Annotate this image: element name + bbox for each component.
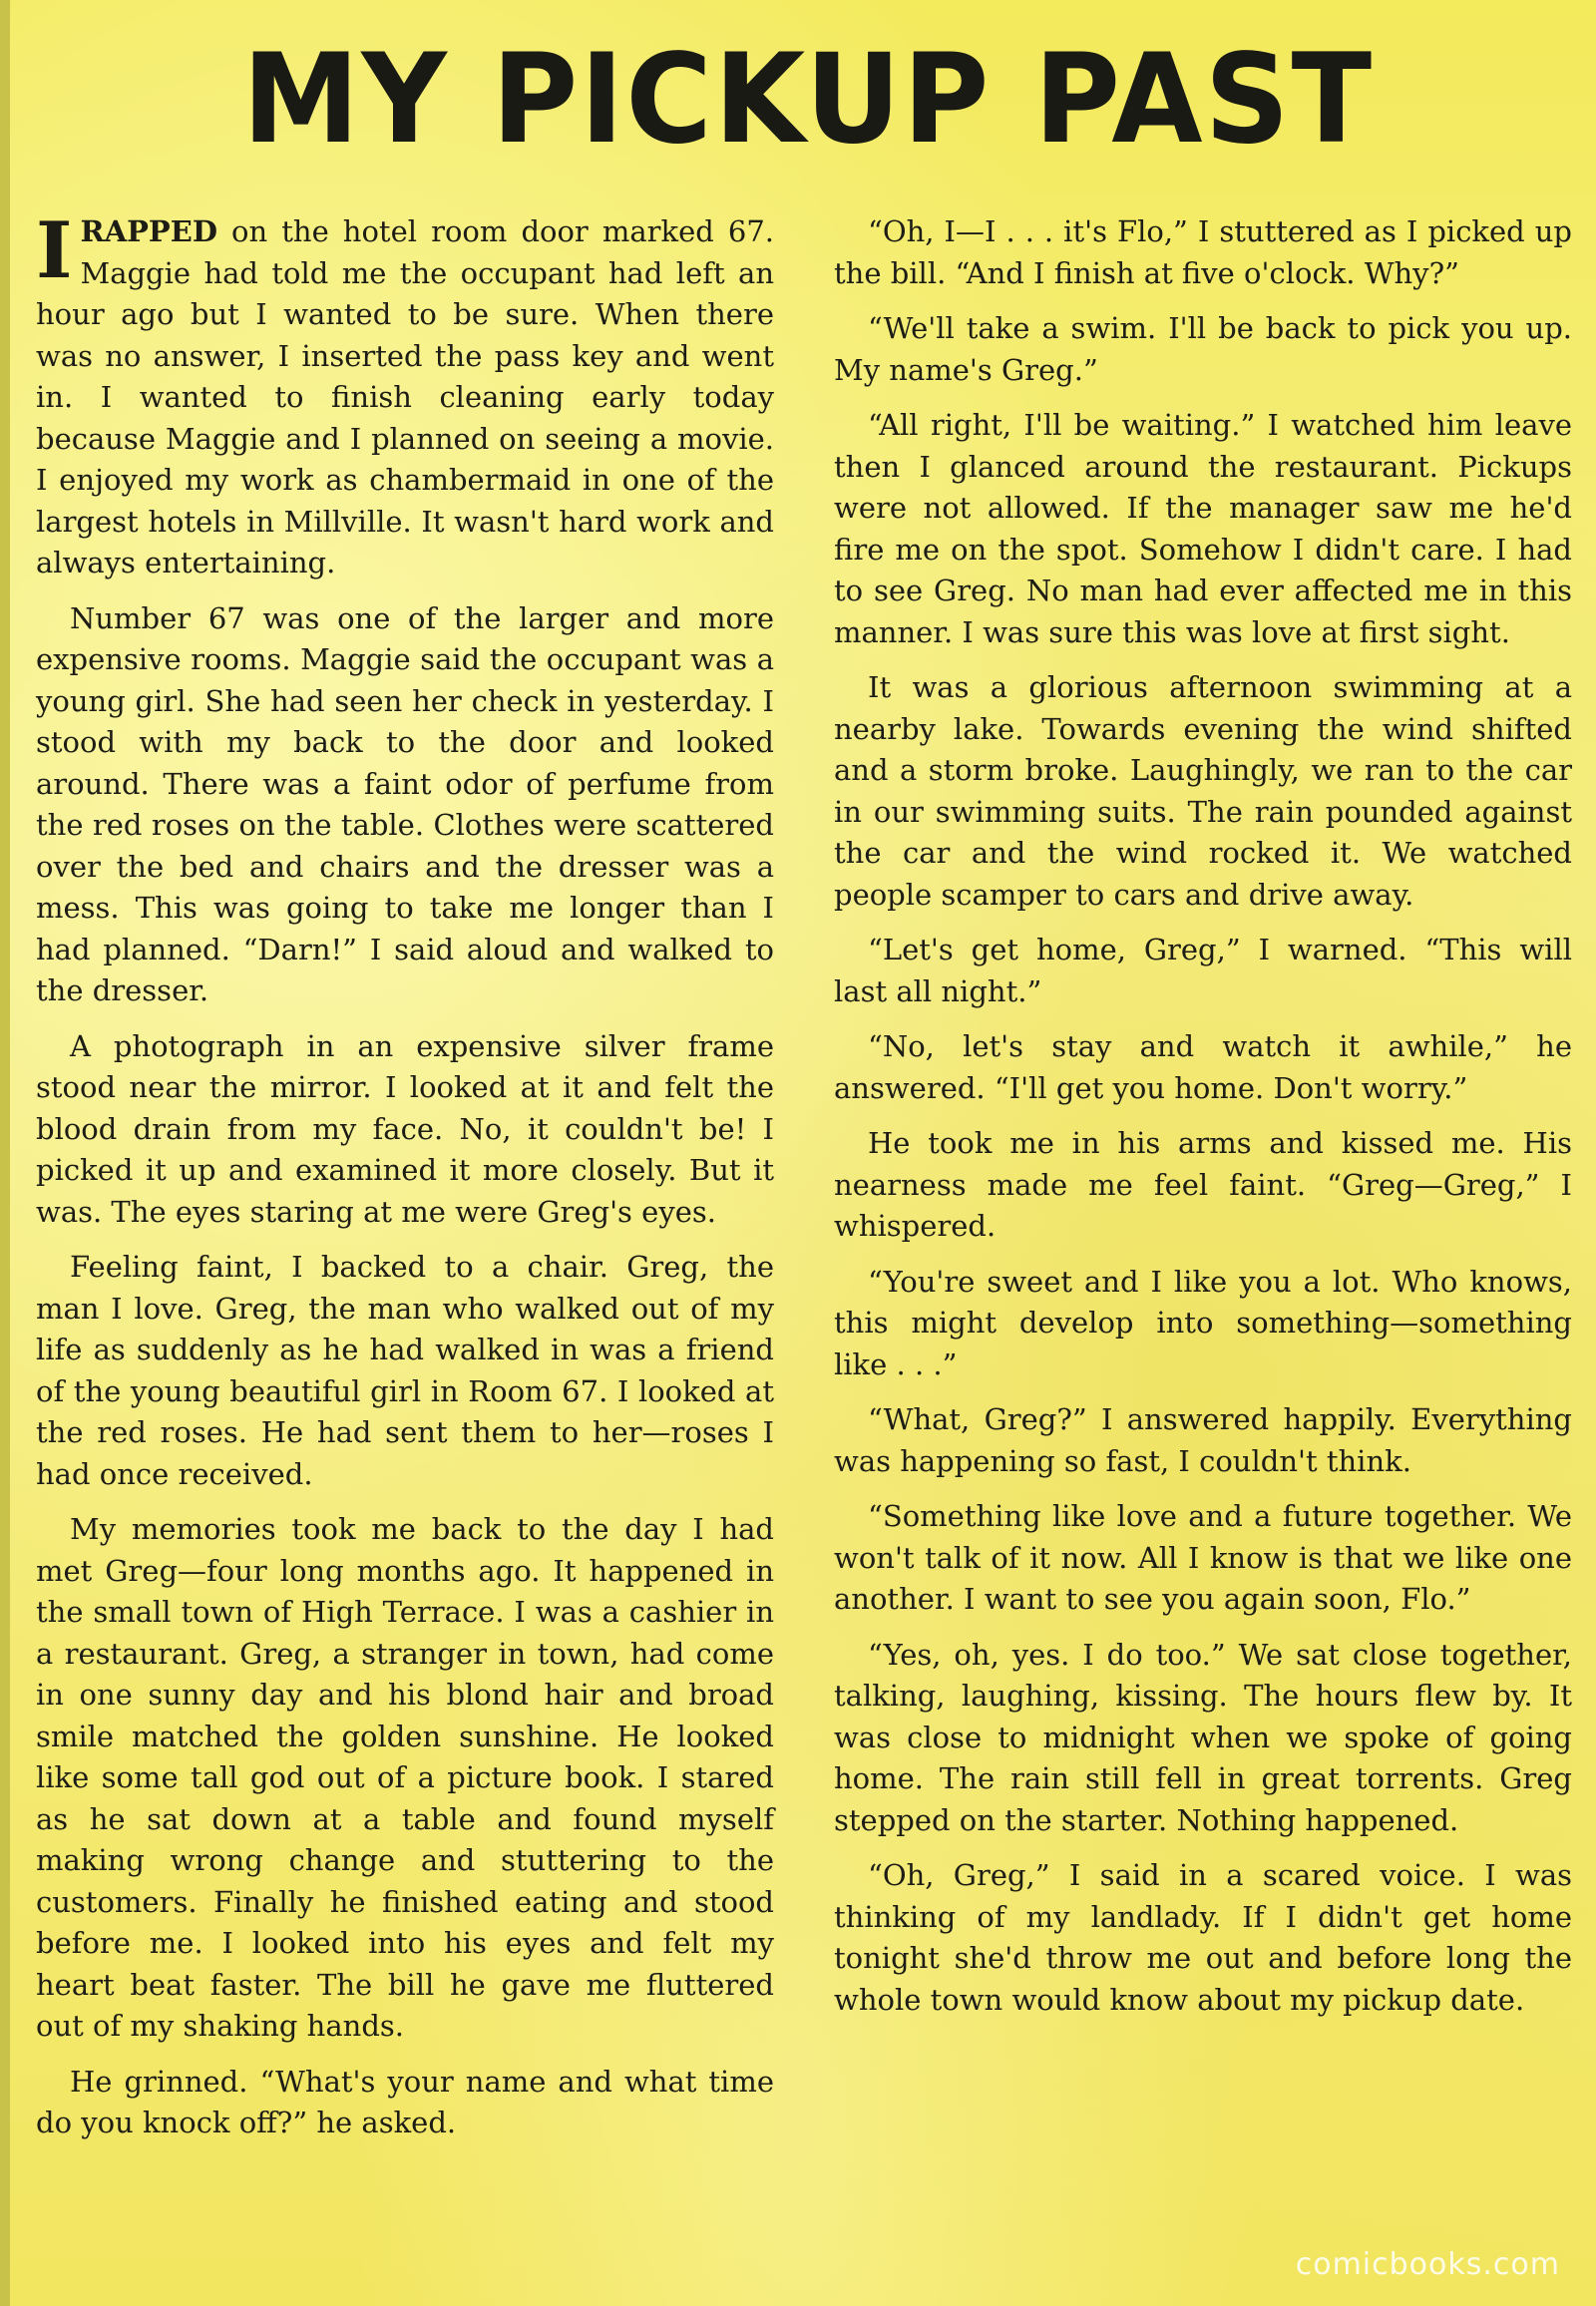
story-title: MY PICKUP PAST	[241, 26, 1375, 172]
paragraph: “Oh, I—I . . . it's Flo,” I stuttered as I picked up the bill. “And I finish at five o'clock. Why?”	[834, 214, 1572, 290]
paragraph: “We'll take a swim. I'll be back to pick you up. My name's Greg.”	[834, 311, 1572, 387]
paragraph: “What, Greg?” I answered happily. Everything was happening so fast, I couldn't think.	[834, 1402, 1572, 1478]
paragraph: Number 67 was one of the larger and more expensive rooms. Maggie said the occupant was a young girl. She had seen her check in yesterday. I stood with my back to the door and looked around. There was a faint odor of perfume from the red roses on the table. Clothes were scattered over the bed and chairs and the dresser was a mess. This was going to take me longer than I had planned. “Darn!” I said aloud and walked to the dresser.	[36, 600, 774, 1007]
drop-cap: I	[36, 205, 73, 296]
paragraph: “Let's get home, Greg,” I warned. “This will last all night.”	[834, 933, 1572, 1008]
paragraph: “Something like love and a future together. We won't talk of it now. All I know is that we like one another. I want to see you again soon, Flo.”	[834, 1499, 1572, 1616]
paragraph: “Oh, Greg,” I said in a scared voice. I was thinking of my landlady. If I didn't get home tonight she'd throw me out and before long the whole town would know about my pickup date.	[834, 1858, 1572, 2017]
paragraph: He took me in his arms and kissed me. His nearness made me feel faint. “Greg—Greg,” I whispered.	[834, 1126, 1572, 1243]
paragraph: It was a glorious afternoon swimming at a nearby lake. Towards evening the wind shifted and a storm broke. Laughingly, we ran to the car in our swimming suits. The rain pounded against the car and the wind rocked it. We watched people scamper to cars and drive away.	[834, 670, 1572, 912]
paragraph: “No, let's stay and watch it awhile,” he answered. “I'll get you home. Don't worry.”	[834, 1029, 1572, 1105]
opening-text: on the hotel room door marked 67. Maggie had told me the occupant had left an hour ago but I wanted to be sure. When there was no answer, I inserted the pass key and went in. I wanted to finish cleaning early today because Maggie and I planned on seeing a movie. I enjoyed my work as chambermaid in one of the largest hotels in Millville. It wasn't hard work and always entertaining.	[36, 214, 774, 579]
paragraph: He grinned. “What's your name and what time do you knock off?” he asked.	[36, 2064, 774, 2139]
paragraph: My memories took me back to the day I had met Greg—four long months ago. It happened in the small town of High Terrace. I was a cashier in a restaurant. Greg, a stranger in town, had come in one sunny day and his blond hair and broad smile matched the golden sunshine. He looked like some tall god out of a picture book. I stared as he sat down at a table and found myself making wrong change and stuttering to the customers. Finally he finished eating and stood before me. I looked into his eyes and felt my heart beat faster. The bill he gave me fluttered out of my shaking hands.	[36, 1512, 774, 2043]
paragraph: “Yes, oh, yes. I do too.” We sat close together, talking, laughing, kissing. The hours flew by. It was close to midnight when we spoke of going home. The rain still fell in great torrents. Greg stepped on the starter. Nothing happened.	[834, 1637, 1572, 1837]
paragraph: “You're sweet and I like you a lot. Who knows, this might develop into something—something like . . .”	[834, 1264, 1572, 1381]
lead-word: RAPPED	[80, 214, 217, 248]
paragraph: A photograph in an expensive silver frame stood near the mirror. I looked at it and felt the blood drain from my face. No, it couldn't be! I picked it up and examined it more closely. But it was. The eyes staring at me were Greg's eyes.	[36, 1028, 774, 1229]
right-column	[834, 211, 1572, 2035]
opening-paragraph	[36, 205, 774, 584]
paragraph: Feeling faint, I backed to a chair. Greg, the man I love. Greg, the man who walked out of my life as suddenly as he had walked in was a friend of the young beautiful girl in Room 67. I looked at the red roses. He had sent them to her—roses I had once received.	[36, 1250, 774, 1491]
source-watermark: comicbooks.com	[1295, 2247, 1560, 2282]
left-column	[36, 205, 774, 2158]
paragraph: “All right, I'll be waiting.” I watched him leave then I glanced around the restaurant. Pickups were not allowed. If the manager saw me he'd fire me on the spot. Somehow I didn't care. I had to see Greg. No man had ever affected me in this manner. I was sure this was love at first sight.	[834, 408, 1572, 649]
